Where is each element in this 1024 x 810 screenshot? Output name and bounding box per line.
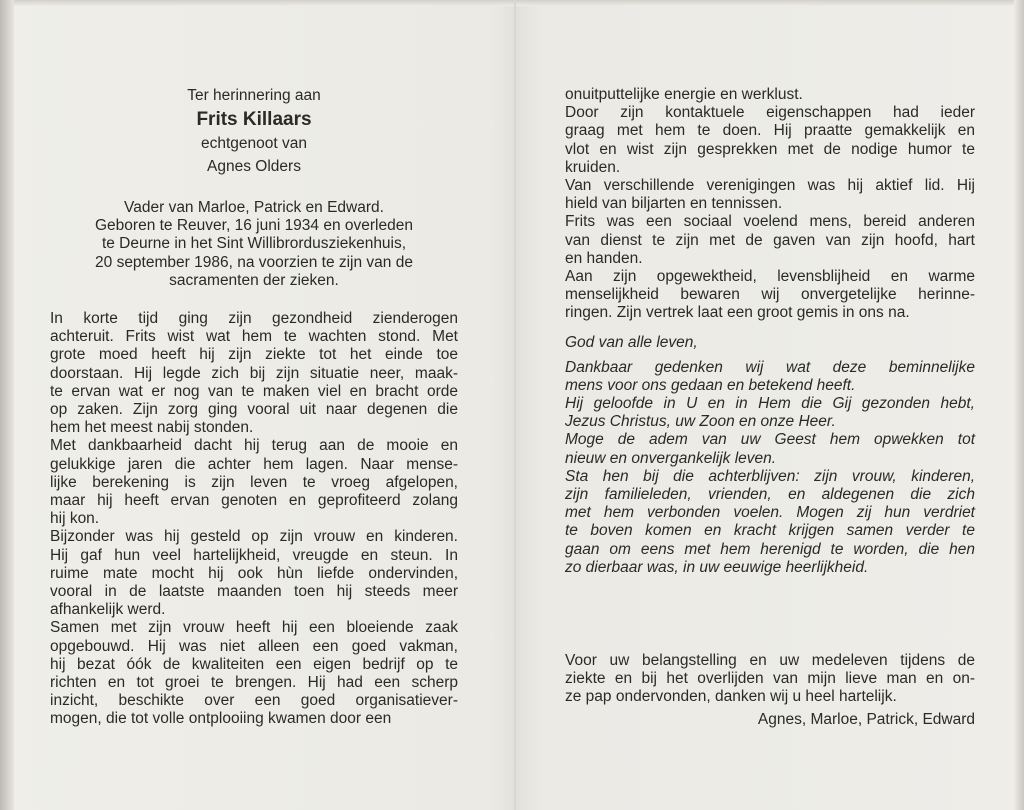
- text-line: ziekte en bij het overlijden van mijn lieve man en on-: [565, 670, 975, 688]
- header-intro: Ter herinnering aan: [187, 87, 321, 104]
- card-edge-left: [0, 0, 14, 810]
- paragraph: [50, 619, 458, 728]
- paragraph: [50, 310, 458, 437]
- text-line: onuitputtelijke energie en werklust.: [565, 86, 803, 103]
- text-line: richten en tot groei te brengen. Hij had een scherp: [50, 674, 458, 692]
- text-line: Frits was een sociaal voelend mens, bereid anderen: [565, 213, 975, 231]
- text-line: inzicht, beschikte over een goed organisatiever-: [50, 692, 458, 710]
- text-line: 20 september 1986, na voorzien te zijn van de: [95, 253, 413, 271]
- right-page: [565, 86, 975, 577]
- paragraph: [50, 528, 458, 619]
- prayer-heading: God van alle leven,: [565, 333, 698, 351]
- text-line: menselijkheid bewaren wij onvergetelijke herinne-: [565, 286, 975, 304]
- text-line: nieuw en onvergankelijk leven.: [565, 449, 777, 467]
- text-line: en handen.: [565, 249, 643, 267]
- text-line: ringen. Zijn vertrek laat een groot gemis in ons na.: [565, 304, 910, 322]
- text-line: Door zijn kontaktuele eigenschappen had ieder: [565, 104, 975, 122]
- text-line: vlot en wist zijn gesprekken met de nodige humor te: [565, 140, 975, 158]
- paragraph: [565, 268, 975, 323]
- text-line: Geboren te Reuver, 16 juni 1934 en overleden: [95, 217, 413, 235]
- text-line: Moge de adem van uw Geest hem opwekken tot: [565, 431, 975, 449]
- text-line: Voor uw belangstelling en uw medeleven tijdens de: [565, 652, 975, 669]
- text-line: mens voor ons gedaan en betekend heeft.: [565, 376, 856, 394]
- text-line: opgebouwd. Hij was niet alleen een goed vakman,: [50, 637, 458, 655]
- paragraph: [565, 359, 975, 395]
- text-line: graag met hem te doen. Hij praatte gemakkelijk en: [565, 122, 975, 140]
- text-line: Hij gaf hun veel hartelijkheid, vreugde en steun. In: [50, 546, 458, 564]
- closing-text: [565, 652, 975, 707]
- text-line: afhankelijk werd.: [50, 601, 166, 619]
- text-line: vooral in de laatste maanden toen hij steeds meer: [50, 583, 458, 601]
- text-line: doorstaan. Hij legde zich bij zijn situatie neer, maak-: [50, 364, 458, 382]
- text-line: achteruit. Frits wist wat hem te wachten stond. Met: [50, 328, 458, 346]
- text-line: van dienst te zijn met de gaven van zijn hoofd, hart: [565, 231, 975, 249]
- text-line: te boven komen en kracht krijgen samen verder te: [565, 522, 975, 540]
- paragraph: [565, 468, 975, 577]
- text-line: ze pap ondervonden, danken wij u heel hartelijk.: [565, 688, 897, 706]
- text-line: Sta hen bij die achterblijven: zijn vrouw, kinderen,: [565, 467, 975, 485]
- bio-block: [50, 199, 458, 290]
- text-line: hij bezat óók de kwaliteiten een eigen bedrijf op te: [50, 655, 458, 673]
- text-line: zijn familieleden, vrienden, en aldegenen die zich: [565, 486, 975, 504]
- deceased-name: Frits Killaars: [196, 109, 312, 130]
- text-line: gaan om eens met hem herenigd te worden, die hen: [565, 540, 975, 558]
- paragraph: [565, 104, 975, 177]
- text-line: Aan zijn opgewektheid, levensblijheid en warme: [565, 268, 975, 286]
- paragraph: [565, 431, 975, 467]
- text-line: met hem verbonden voelen. Mogen zij hun verdriet: [565, 504, 975, 522]
- text-line: hij kon.: [50, 510, 100, 528]
- text-line: zo dierbaar was, in uw eeuwige heerlijkheid.: [565, 558, 869, 576]
- text-line: maar hij heeft ervan genoten en geprofiteerd zolang: [50, 492, 458, 510]
- paragraph: [565, 86, 975, 104]
- text-line: Hij geloofde in U en in Hem die Gij gezonden hebt,: [565, 395, 975, 413]
- card-edge-top: [0, 0, 1024, 6]
- text-line: hem het meest nabij stonden.: [50, 419, 254, 437]
- text-line: op zaken. Zijn zorg ging vooral uit naar degenen die: [50, 401, 458, 419]
- text-line: lijke berekening is zijn leven te vroeg afgelopen,: [50, 473, 458, 491]
- text-line: sacramenten der zieken.: [169, 271, 339, 289]
- closing-block: [565, 652, 975, 730]
- text-line: hield van biljarten en tennissen.: [565, 195, 783, 213]
- text-line: kruiden.: [565, 158, 621, 176]
- card-edge-right: [1014, 0, 1024, 810]
- text-line: Bijzonder was hij gesteld op zijn vrouw en kinderen.: [50, 528, 458, 546]
- header: [50, 86, 458, 177]
- text-line: mogen, die tot volle ontplooiing kwamen door een: [50, 710, 392, 728]
- paragraph: [50, 437, 458, 528]
- spouse-label: echtgenoot van: [200, 135, 307, 152]
- text-line: Met dankbaarheid dacht hij terug aan de mooie en: [50, 437, 458, 455]
- prayer-text: [565, 359, 975, 577]
- text-line: te Deurne in het Sint Willibrordusziekenhuis,: [101, 235, 407, 253]
- paragraph: [565, 395, 975, 431]
- text-line: grote moed heeft hij zijn ziekte tot het einde toe: [50, 346, 458, 364]
- right-text: [565, 86, 975, 323]
- text-line: In korte tijd ging zijn gezondheid zienderogen: [50, 310, 458, 328]
- text-line: gelukkige jaren die achter hem lagen. Naar mense-: [50, 455, 458, 473]
- paragraph: [565, 213, 975, 268]
- text-line: ruime mate mocht hij ook hùn liefde ondervinden,: [50, 564, 458, 582]
- card-fold: [514, 0, 516, 810]
- left-page: [50, 86, 458, 729]
- left-text: [50, 310, 458, 729]
- spouse-name: Agnes Olders: [207, 158, 301, 175]
- text-line: Vader van Marloe, Patrick en Edward.: [124, 199, 384, 216]
- text-line: Dankbaar gedenken wij wat deze beminnelijke: [565, 358, 975, 376]
- signature: Agnes, Marloe, Patrick, Edward: [757, 710, 975, 728]
- text-line: Van verschillende verenigingen was hij aktief lid. Hij: [565, 177, 975, 195]
- text-line: Jezus Christus, uw Zoon en onze Heer.: [565, 413, 836, 431]
- text-line: Samen met zijn vrouw heeft hij een bloeiende zaak: [50, 619, 458, 637]
- paragraph: [565, 177, 975, 213]
- text-line: te ervan wat er nog van te maken viel en bracht orde: [50, 382, 458, 400]
